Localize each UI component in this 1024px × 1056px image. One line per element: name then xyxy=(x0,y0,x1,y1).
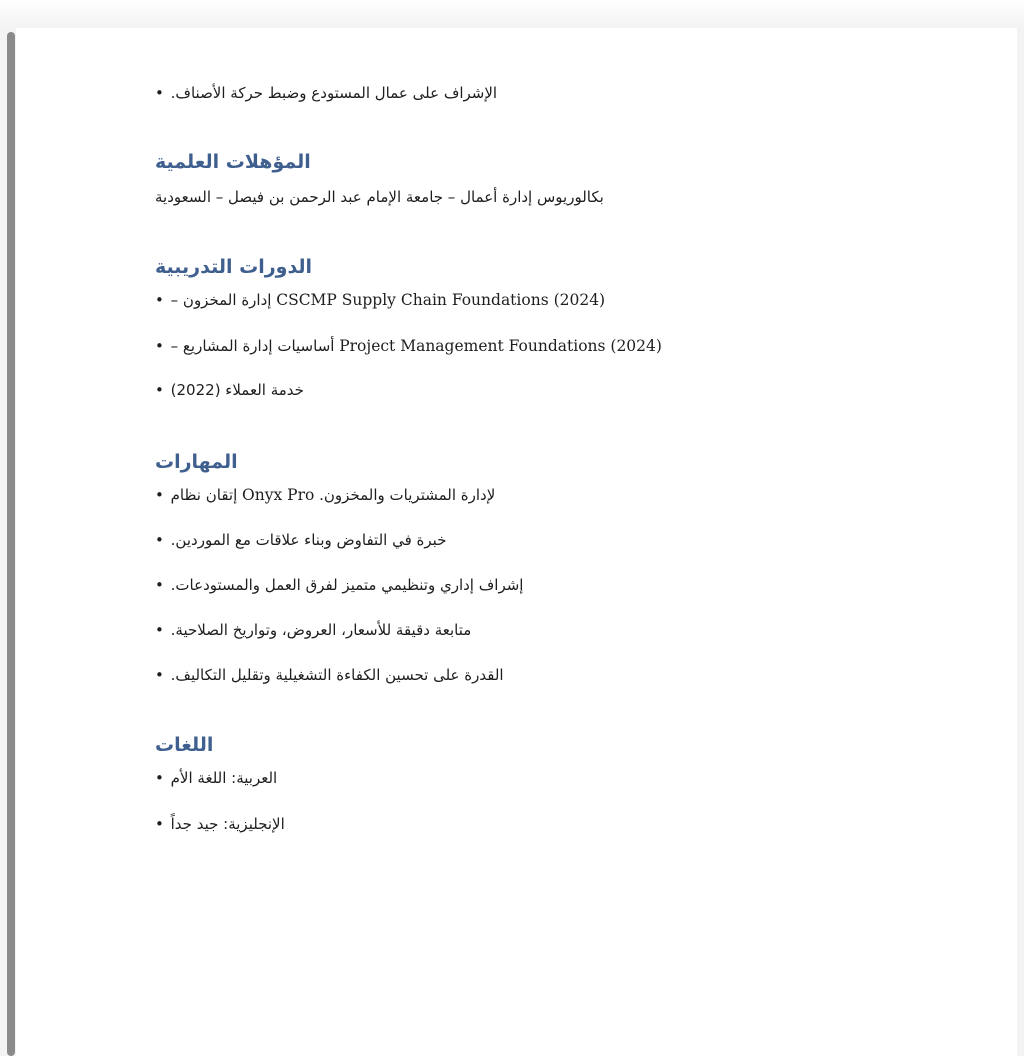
document-page xyxy=(16,28,1017,1056)
bullet: • xyxy=(155,769,164,787)
course-english: CSCMP Supply Chain Foundations (2024) xyxy=(276,291,606,309)
course-arabic: – إدارة المخزون xyxy=(170,291,272,309)
bullet: • xyxy=(155,337,164,355)
course-english: Project Management Foundations (2024) xyxy=(339,337,662,355)
item-text: .الإشراف على عمال المستودع وضبط حركة الأصناف xyxy=(170,84,498,102)
bullet: • xyxy=(155,486,164,504)
course-arabic: – أساسيات إدارة المشاريع xyxy=(170,337,335,355)
list-item xyxy=(155,379,304,401)
list-item xyxy=(155,664,504,686)
list-item xyxy=(155,619,471,641)
courses-heading: الدورات التدريبية xyxy=(155,256,313,278)
list-item xyxy=(155,529,446,551)
course-arabic: خدمة العملاء (2022) xyxy=(170,381,304,399)
list-item xyxy=(155,82,497,104)
scrollbar[interactable] xyxy=(7,32,15,1056)
list-item xyxy=(155,767,277,789)
bullet: • xyxy=(155,531,164,549)
languages-heading: اللغات xyxy=(155,734,214,756)
skill-system-name: Onyx Pro xyxy=(242,486,315,504)
language-text: العربية: اللغة الأم xyxy=(170,769,278,787)
bullet: • xyxy=(155,291,164,309)
language-text: الإنجليزية: جيد جداً xyxy=(170,815,285,833)
list-item xyxy=(155,289,605,311)
list-item xyxy=(155,574,523,596)
bullet: • xyxy=(155,84,164,102)
bullet: • xyxy=(155,815,164,833)
skill-text: .متابعة دقيقة للأسعار، العروض، وتواريخ الصلاحية xyxy=(170,621,472,639)
list-item xyxy=(155,813,285,835)
skills-heading: المهارات xyxy=(155,451,238,473)
bullet: • xyxy=(155,576,164,594)
skill-text-after: .لإدارة المشتريات والمخزون xyxy=(319,486,496,504)
bullet: • xyxy=(155,666,164,684)
skill-text: إتقان نظام xyxy=(170,486,238,504)
bullet: • xyxy=(155,381,164,399)
list-item xyxy=(155,335,662,357)
bullet: • xyxy=(155,621,164,639)
skill-text: .إشراف إداري وتنظيمي متميز لفرق العمل والمستودعات xyxy=(170,576,524,594)
qualifications-text: بكالوريوس إدارة أعمال – جامعة الإمام عبد الرحمن بن فيصل – السعودية xyxy=(155,188,604,206)
qualifications-heading: المؤهلات العلمية xyxy=(155,151,311,173)
top-shade xyxy=(0,0,1024,28)
list-item xyxy=(155,484,495,506)
skill-text: .خبرة في التفاوض وبناء علاقات مع الموردين xyxy=(170,531,447,549)
skill-text: .القدرة على تحسين الكفاءة التشغيلية وتقليل التكاليف xyxy=(170,666,504,684)
